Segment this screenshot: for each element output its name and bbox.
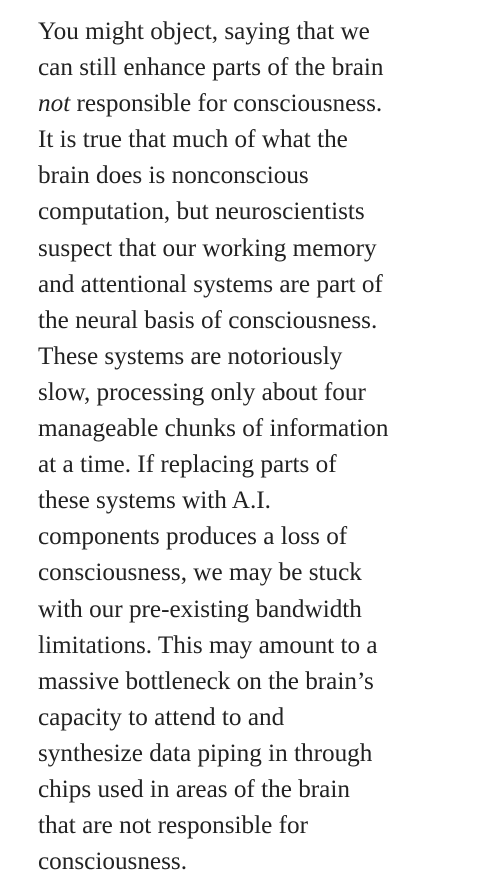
text-line: consciousness, we may be stuck — [38, 559, 362, 587]
text-line: You might object, saying that we — [38, 18, 370, 45]
text-line: capacity to attend to and — [38, 703, 285, 731]
text-line: these systems with A.I. — [38, 487, 271, 515]
text-line: brain does is nonconscious — [38, 162, 309, 190]
text-line: components produces a loss of — [38, 523, 348, 551]
text-line: computation, but neuroscientists — [38, 198, 365, 226]
text-line: and attentional systems are part of — [38, 270, 383, 298]
text-line: consciousness. — [38, 848, 188, 876]
text-line: with our pre-existing bandwidth — [38, 595, 362, 623]
text-line: chips used in areas of the brain — [38, 775, 350, 803]
text-line: that are not responsible for — [38, 812, 308, 840]
text-line: synthesize data piping in through — [38, 739, 373, 767]
text-line: slow, processing only about four — [38, 378, 366, 406]
article-paragraph — [38, 14, 466, 880]
text-line: manageable chunks of information — [38, 415, 389, 443]
text-line: suspect that our working memory — [38, 234, 377, 262]
text-line-with-emphasis — [38, 86, 466, 122]
text-line-continuation: responsible for consciousness. — [70, 90, 383, 118]
text-line: massive bottleneck on the brain’s — [38, 667, 374, 695]
emphasized-word: not — [38, 90, 71, 118]
text-line: the neural basis of consciousness. — [38, 306, 378, 334]
text-line: It is true that much of what the — [38, 126, 348, 154]
text-line: can still enhance parts of the brain — [38, 54, 384, 82]
text-line: limitations. This may amount to a — [38, 631, 378, 659]
text-line: These systems are notoriously — [38, 342, 343, 370]
text-line: at a time. If replacing parts of — [38, 451, 337, 479]
